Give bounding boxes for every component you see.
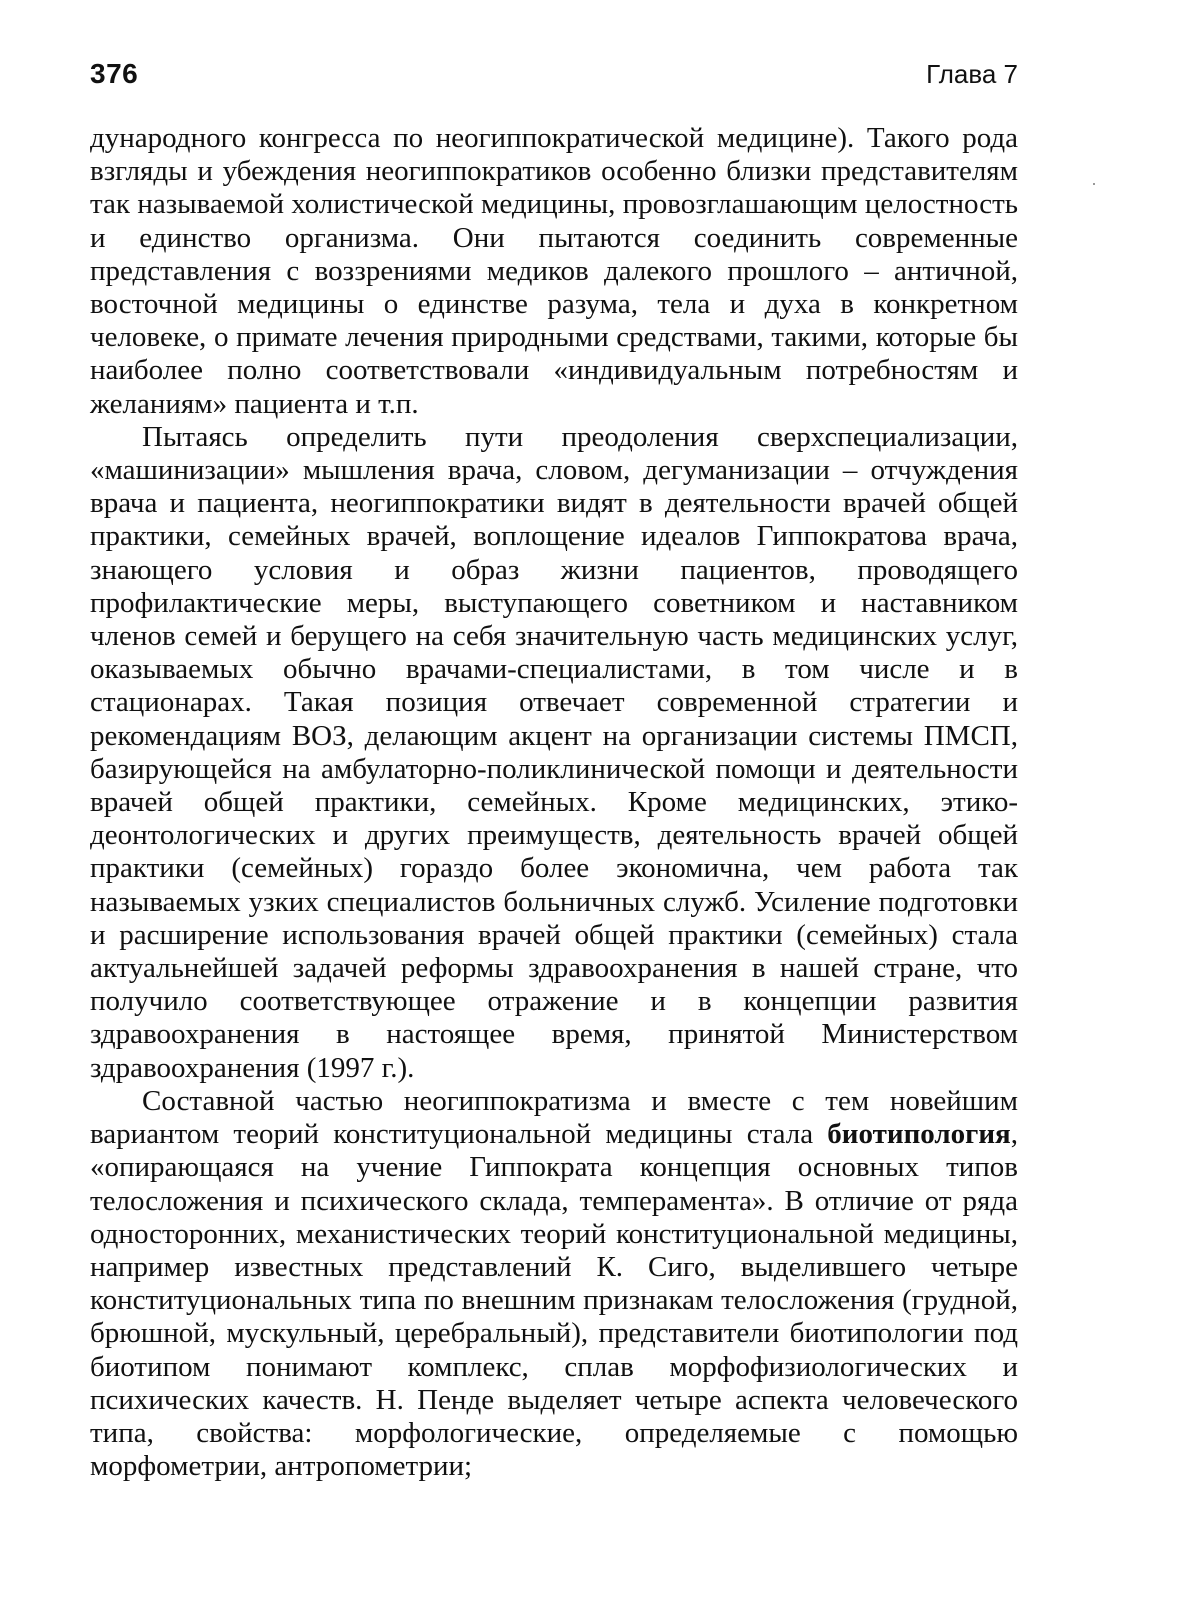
page-header xyxy=(90,58,1018,98)
body-text xyxy=(90,122,1018,1483)
term-biotypology: биотипология xyxy=(827,1118,1011,1151)
book-page xyxy=(90,58,1018,1483)
paragraph-3-text-end: , «опирающаяся на учение Гиппократа концепция основных типов телосложения и психического склада, темперамента». В отличие от ряда односторонних, механистических теорий конституциональной медицины, например известных представлений К. Сиго, выделившего четыре конституциональных типа по внешним признакам телосложения (грудной, брюшной, мускульный, церебральный), представители биотипологии под биотипом понимают комплекс, сплав морфофизиологических и психических качеств. Н. Пенде выделяет четыре аспекта человеческого типа, свойства: морфологические, определяемые с помощью морфометрии, антропометрии; xyxy=(90,1118,1018,1483)
paragraph-3 xyxy=(90,1085,1018,1483)
page-number: 376 xyxy=(90,58,139,89)
chapter-title: Глава 7 xyxy=(926,59,1018,89)
scan-speck xyxy=(1093,183,1095,185)
paragraph-2: Пытаясь определить пути преодоления сверхспециализации, «машинизации» мышления врача, словом, дегуманизации – отчуждения врача и пациента, неогиппократики видят в деятельности врачей общей практики, семейных врачей, воплощение идеалов Гиппократова врача, знающего условия и образ жизни пациентов, проводящего профилактические меры, выступающего советником и наставником членов семей и берущего на себя значительную часть медицинских услуг, оказываемых обычно врачами-специалистами, в том числе и в стационарах. Такая позиция отвечает современной стратегии и рекомендациям ВОЗ, делающим акцент на организации системы ПМСП, базирующейся на амбулаторно-поликлинической помощи и деятельности врачей общей практики, семейных. Кроме медицинских, этико-деонтологических и других преимуществ, деятельность врачей общей практики (семейных) гораздо более экономична, чем работа так называемых узких специалистов больничных служб. Усиление подготовки и расширение использования врачей общей практики (семейных) стала актуальнейшей задачей реформы здравоохранения в нашей стране, что получило соответствующее отражение и в концепции развития здравоохранения в настоящее время, принятой Министерством здравоохранения (1997 г.). xyxy=(90,420,1018,1084)
paragraph-3-text-start: Составной частью неогиппократизма и вместе с тем новейшим вариантом теорий конституциональной медицины стала xyxy=(90,1084,1018,1151)
paragraph-1: дународного конгресса по неогиппократической медицине). Такого рода взгляды и убеждения неогиппократиков особенно близки представителям так называемой холистической медицины, провозглашающим целостность и единство организма. Они пытаются соединить современные представления с воззрениями медиков далекого прошлого – античной, восточной медицины о единстве разума, тела и духа в конкретном человеке, о примате лечения природными средствами, такими, которые бы наиболее полно соответствовали «индивидуальным потребностям и желаниям» пациента и т.п. xyxy=(90,122,1018,420)
